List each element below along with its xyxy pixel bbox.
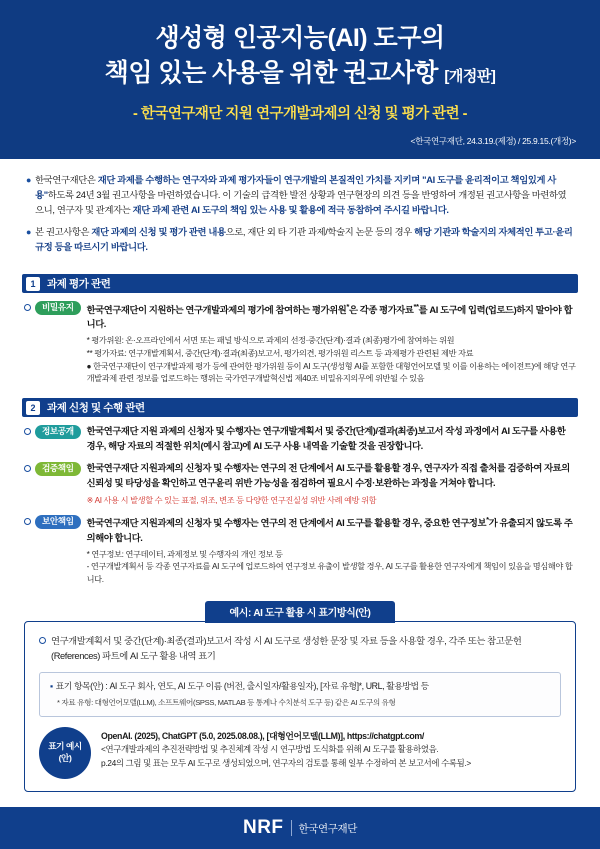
circle-bullet-icon bbox=[24, 465, 31, 472]
block-marker bbox=[24, 424, 87, 454]
header-source: <한국연구재단, 24.3.19.(제정) / 25.9.15.(개정)> bbox=[410, 136, 576, 147]
tag-badge-confidentiality: 비밀유지 bbox=[35, 301, 81, 315]
title-line-2-text: 책임 있는 사용을 위한 권고사항 bbox=[104, 58, 438, 87]
note-line: * 연구정보: 연구데이터, 과제정보 및 수행자의 개인 정보 등 bbox=[86, 549, 283, 559]
example-item-box bbox=[39, 672, 561, 717]
logo-divider bbox=[291, 820, 292, 836]
intro-section bbox=[0, 159, 600, 268]
document-footer bbox=[0, 807, 600, 849]
example-sample-content bbox=[101, 727, 561, 779]
sample-citation: OpenAI. (2025), ChatGPT (5.0, 2025.08.08.), [대형언어모델(LLM)], https://chatgpt.com/ bbox=[101, 731, 424, 742]
example-box bbox=[24, 621, 576, 792]
logo-kr-text: 한국연구재단 bbox=[298, 822, 358, 835]
example-item-note: * 자료 유형: 대형언어모델(LLM), 소프트웨어(SPSS, MATLAB 등 통계나 수치분석 도구 등) 같은 AI 도구의 유형 bbox=[57, 697, 396, 707]
bullet-dot-icon: ● bbox=[26, 227, 32, 238]
nrf-logo bbox=[243, 817, 357, 839]
example-title: 예시: AI 도구 활용 시 표기방식(안) bbox=[205, 601, 395, 623]
bullet-dot-icon: ● bbox=[26, 175, 32, 186]
circle-bullet-icon bbox=[39, 637, 46, 644]
example-item-label: ▪ 표기 항목(안) : AI 도구 회사, 연도, AI 도구 이름 (버전, 출시일자/활용일자), [자료 유형]*, URL, 활용방법 등 bbox=[50, 681, 429, 692]
block-lead: 한국연구재단 지원과제의 신청자 및 수행자는 연구의 전 단계에서 AI 도구를 활용할 경우, 중요한 연구정보*가 유출되지 않도록 주의해야 합니다. bbox=[86, 514, 573, 543]
section-number: 1 bbox=[26, 277, 40, 291]
circle-bullet-icon bbox=[24, 304, 31, 311]
section-heading-2 bbox=[22, 398, 578, 417]
section-number: 2 bbox=[26, 401, 40, 415]
example-sample-badge-line2: (안) bbox=[58, 753, 72, 764]
note-line: ● 한국연구재단이 연구개발과제 평가 등에 관여한 평가위원 등이 AI 도구(생성형 AI를 포함한 대형언어모델 및 이를 이용하는 에이전트)에 해당 연구개발과제 관련 정보를 업로드하는 행위는 국가연구개발혁신법 제40조 비밀유지의무에 위반될 수 있음 bbox=[86, 361, 576, 384]
sample-usage-line-2: p.24의 그림 및 표는 모두 AI 도구로 생성되었으며, 연구자의 검토를 통해 일부 수정하여 본 보고서에 수록됨.> bbox=[101, 757, 471, 768]
note-line: * 평가위원: 온·오프라인에서 서면 또는 패널 방식으로 과제의 선정·중간(단계)·결과 (최종)평가에 참여하는 위원 bbox=[86, 336, 455, 346]
block-body bbox=[87, 424, 576, 454]
circle-bullet-icon bbox=[24, 428, 31, 435]
tag-badge-security: 보안책임 bbox=[35, 515, 81, 529]
tag-badge-verification: 검증책임 bbox=[35, 462, 81, 476]
example-lead-text: 연구개발계획서 및 중간(단계)·최종(결과)보고서 작성 시 AI 도구로 생성한 문장 및 자료 등을 사용할 경우, 각주 또는 참고문헌 (References) 파트에 AI 도구 활용 내역 표기 bbox=[51, 635, 522, 661]
example-sample-badge bbox=[39, 727, 91, 779]
example-sample-row bbox=[39, 727, 561, 779]
sample-usage-line-1: <연구개발과제의 추진전략방법 및 추진체계 작성 시 연구방법 도식화를 위해 AI 도구를 활용하였음. bbox=[101, 744, 439, 755]
intro-item-text: 본 권고사항은 재단 과제의 신청 및 평가 관련 내용으로, 재단 외 타 기관 과제/학술지 논문 등의 경우 해당 기관과 학술지의 자체적인 투고·윤리 규정 등을 따르시기 바랍니다. bbox=[35, 227, 573, 253]
content-block-verification bbox=[0, 454, 600, 507]
title-line-2 bbox=[24, 57, 576, 91]
block-body bbox=[87, 514, 576, 587]
intro-item bbox=[26, 173, 574, 218]
intro-item bbox=[26, 225, 574, 255]
block-body bbox=[87, 461, 576, 507]
block-lead: 한국연구재단 지원과제의 신청자 및 수행자는 연구의 전 단계에서 AI 도구를 활용할 경우, 연구자가 직접 출처를 검증하여 자료의 신뢰성 및 타당성을 확인하고 연구윤리 위반 가능성을 점검하여 필요시 수정·보완하는 과정을 거쳐야 합니다. bbox=[86, 462, 570, 488]
section-heading-1 bbox=[22, 274, 578, 293]
logo-en-text: NRF bbox=[242, 817, 284, 838]
block-lead: 한국연구재단 지원 과제의 신청자 및 수행자는 연구개발계획서 및 중간(단계)/결과(최종)보고서 작성 과정에서 AI 도구를 사용한 경우, 해당 자료의 적절한 위치(예시 참고)에 AI 도구 사용 내역을 기술할 것을 권장합니다. bbox=[86, 426, 566, 452]
intro-item-text: 한국연구재단은 재단 과제를 수행하는 연구자와 과제 평가자들이 연구개발의 본질적인 가치를 지키며 "AI 도구를 윤리적이고 책임있게 사용"하도록 24년 3월 권고사항을 마련하였습니다. 이 기술의 급격한 발전 상황과 연구현장의 의견 등을 반영하여 개정된 권고사항을 마련하였으니, 연구자 및 관계자는 재단 과제 관련 AI 도구의 책임 있는 사용 및 활용에 적극 동참하여 주시길 바랍니다. bbox=[35, 175, 567, 216]
block-notes bbox=[87, 335, 576, 386]
circle-bullet-icon bbox=[24, 518, 31, 525]
header-subtitle: - 한국연구재단 지원 연구개발과제의 신청 및 평가 관련 - bbox=[132, 106, 468, 123]
content-block-disclosure bbox=[0, 417, 600, 454]
title-line-1: 생성형 인공지능(AI) 도구의 bbox=[155, 24, 445, 52]
example-sample-badge-line1: 표기 예시 bbox=[48, 741, 82, 752]
square-bullet-icon: ▪ bbox=[50, 681, 53, 692]
content-block-confidentiality bbox=[0, 293, 600, 386]
block-body bbox=[87, 300, 576, 386]
document-header bbox=[0, 0, 600, 159]
warning-note: ※ AI 사용 시 발생할 수 있는 표절, 위조, 변조 등 다양한 연구진실성 위반 사례 예방 위함 bbox=[86, 495, 377, 505]
block-marker bbox=[24, 461, 87, 507]
tag-badge-disclosure: 정보공개 bbox=[35, 425, 81, 439]
note-line: - 연구개발계획서 등 각종 연구자료를 AI 도구에 업로드하여 연구정보 유출이 발생할 경우, AI 도구를 활용한 연구자에게 책임이 있음을 명심해야 합니다. bbox=[86, 562, 573, 585]
block-marker bbox=[24, 514, 87, 587]
block-marker bbox=[24, 300, 87, 386]
example-section bbox=[24, 601, 576, 792]
section-title: 과제 신청 및 수행 관련 bbox=[47, 402, 145, 415]
block-notes bbox=[87, 549, 576, 587]
content-block-security bbox=[0, 507, 600, 587]
example-lead bbox=[39, 634, 561, 664]
note-line: ** 평가자료: 연구개발계획서, 중간(단계)·결과(최종)보고서, 평가의견, 평가위원 리스트 등 과제평가 관련된 제반 자료 bbox=[86, 349, 474, 359]
section-title: 과제 평가 관련 bbox=[47, 278, 111, 291]
block-lead: 한국연구재단이 지원하는 연구개발과제의 평가에 참여하는 평가위원*은 각종 평가자료**를 AI 도구에 입력(업로드)하지 말아야 합니다. bbox=[86, 301, 573, 330]
edition-badge: [개정판] bbox=[444, 67, 496, 85]
